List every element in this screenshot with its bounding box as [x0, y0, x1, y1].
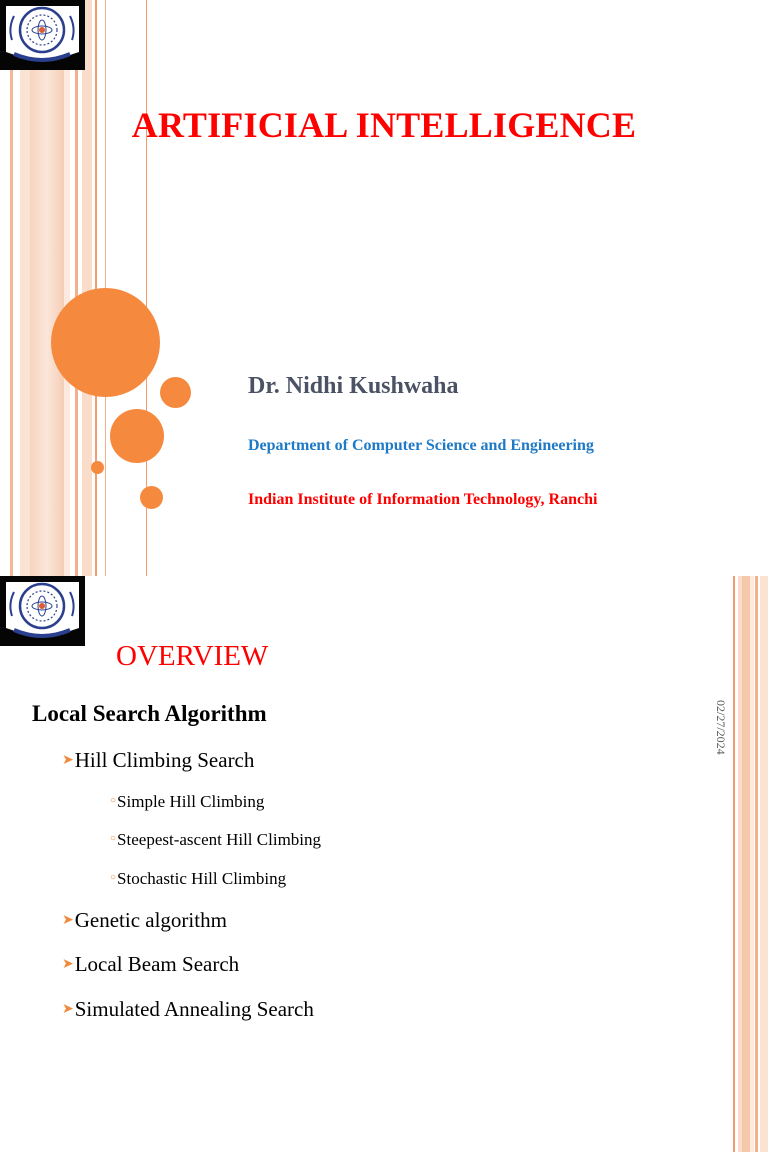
stripe-decoration — [30, 0, 64, 576]
tiny-orange-circle — [91, 461, 104, 474]
large-orange-circle — [51, 288, 160, 397]
stripe-decoration — [742, 576, 750, 1152]
stripe-decoration — [75, 0, 78, 576]
list-item — [62, 997, 314, 1022]
stripe-decoration — [750, 576, 754, 1152]
stripe-decoration — [733, 576, 735, 1152]
arrow-bullet-icon: ➤ — [62, 957, 74, 972]
medium-orange-circle — [110, 409, 164, 463]
list-item — [62, 748, 254, 773]
iiit-ranchi-logo-icon — [0, 576, 85, 646]
list-item-label: Genetic algorithm — [74, 908, 227, 932]
stripe-decoration — [82, 0, 92, 576]
institute-logo — [0, 576, 85, 646]
institute-name: Indian Institute of Information Technology, Ranchi — [248, 491, 598, 508]
stripe-decoration — [20, 0, 30, 576]
stripe-decoration — [755, 576, 758, 1152]
stripe-decoration — [760, 576, 768, 1152]
section-heading: Local Search Algorithm — [32, 701, 267, 726]
stripe-decoration — [64, 0, 70, 576]
arrow-bullet-icon: ➤ — [62, 913, 74, 928]
stripe-decoration — [10, 0, 13, 576]
list-item — [110, 869, 286, 889]
ring-bullet-icon: ○ — [110, 795, 117, 806]
list-item-label: Steepest-ascent Hill Climbing — [117, 830, 322, 849]
institute-logo — [0, 0, 85, 70]
ring-bullet-icon: ○ — [110, 872, 117, 883]
list-item-label: Hill Climbing Search — [74, 748, 255, 772]
list-item — [110, 830, 321, 850]
arrow-bullet-icon: ➤ — [62, 753, 74, 768]
ring-bullet-icon: ○ — [110, 833, 117, 844]
list-item-label: Simulated Annealing Search — [74, 997, 314, 1021]
iiit-ranchi-logo-icon — [0, 0, 85, 70]
overview-slide — [0, 576, 768, 1152]
list-item-label: Stochastic Hill Climbing — [117, 869, 287, 888]
arrow-bullet-icon: ➤ — [62, 1002, 74, 1017]
small-orange-circle — [140, 486, 163, 509]
list-item-label: Simple Hill Climbing — [117, 792, 265, 811]
slide-title: ARTIFICIAL INTELLIGENCE — [131, 105, 637, 145]
list-item-label: Local Beam Search — [74, 952, 240, 976]
slide-date: 02/27/2024 — [714, 700, 728, 755]
list-item — [62, 952, 239, 977]
slide-title: OVERVIEW — [116, 640, 269, 672]
presenter-name: Dr. Nidhi Kushwaha — [248, 373, 459, 399]
department-name: Department of Computer Science and Engineering — [248, 437, 594, 454]
list-item — [62, 908, 227, 933]
list-item — [110, 792, 264, 812]
small-orange-circle — [160, 377, 191, 408]
